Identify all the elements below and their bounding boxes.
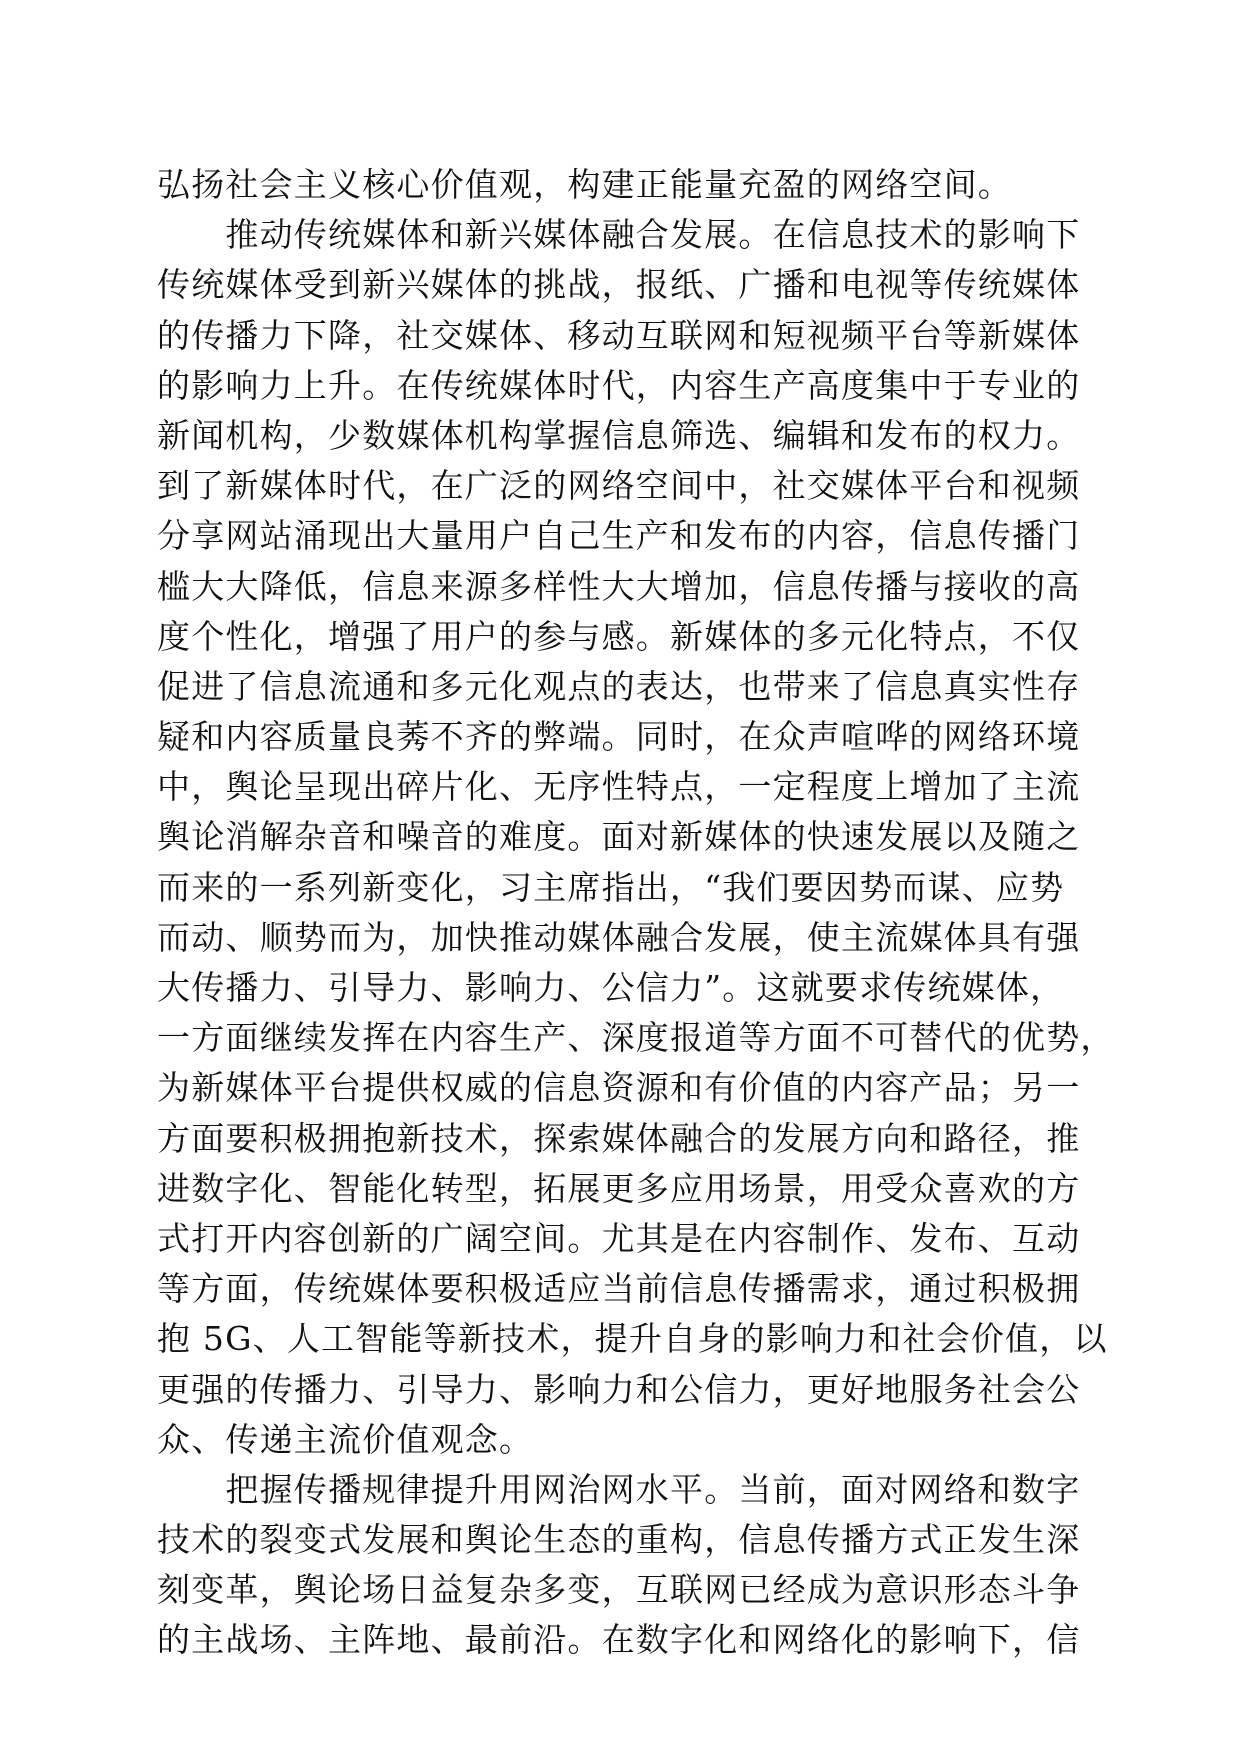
text-line-12: 疑和内容质量良莠不齐的弊端。同时，在众声喧哗的网络环境 [157, 717, 1081, 757]
text-line-10: 度个性化，增强了用户的参与感。新媒体的多元化特点，不仅 [157, 616, 1081, 656]
text-line-19: 为新媒体平台提供权威的信息资源和有价值的内容产品；另一 [157, 1068, 1081, 1108]
text-line-21: 进数字化、智能化转型，拓展更多应用场景，用受众喜欢的方 [157, 1168, 1081, 1208]
text-line-6: 新闻机构，少数媒体机构掌握信息筛选、编辑和发布的权力。 [157, 415, 1081, 455]
text-line-7: 到了新媒体时代，在广泛的网络空间中，社交媒体平台和视频 [157, 466, 1081, 506]
text-line-9: 槛大大降低，信息来源多样性大大增加，信息传播与接收的高 [157, 566, 1081, 606]
text-line-3: 传统媒体受到新兴媒体的挑战，报纸、广播和电视等传统媒体 [157, 265, 1081, 305]
text-line-8: 分享网站涌现出大量用户自己生产和发布的内容，信息传播门 [157, 516, 1081, 556]
text-line-14: 舆论消解杂音和噪音的难度。面对新媒体的快速发展以及随之 [157, 817, 1081, 857]
text-line-26: 众、传递主流价值观念。 [157, 1419, 534, 1459]
text-line-18: 一方面继续发挥在内容生产、深度报道等方面不可替代的优势， [157, 1018, 1115, 1058]
text-line-16: 而动、顺势而为，加快推动媒体融合发展，使主流媒体具有强 [157, 917, 1081, 957]
text-line-23: 等方面，传统媒体要积极适应当前信息传播需求，通过积极拥 [157, 1269, 1081, 1309]
text-line-27: 把握传播规律提升用网治网水平。当前，面对网络和数字 [157, 1469, 1081, 1509]
text-line-11: 促进了信息流通和多元化观点的表达，也带来了信息真实性存 [157, 666, 1081, 706]
text-line-4: 的传播力下降，社交媒体、移动互联网和短视频平台等新媒体 [157, 315, 1081, 355]
text-line-2: 推动传统媒体和新兴媒体融合发展。在信息技术的影响下 [157, 215, 1081, 255]
text-line-22: 式打开内容创新的广阔空间。尤其是在内容制作、发布、互动 [157, 1218, 1081, 1258]
text-line-25: 更强的传播力、引导力、影响力和公信力，更好地服务社会公 [157, 1369, 1081, 1409]
text-line-24: 抱 5G、人工智能等新技术，提升自身的影响力和社会价值，以 [157, 1319, 1108, 1359]
text-line-17: 大传播力、引导力、影响力、公信力”。这就要求传统媒体， [157, 968, 1065, 1007]
text-line-15: 而来的一系列新变化，习主席指出，“我们要因势而谋、应势 [157, 867, 1065, 907]
text-line-29: 刻变革，舆论场日益复杂多变，互联网已经成为意识形态斗争 [157, 1570, 1081, 1610]
text-line-30: 的主战场、主阵地、最前沿。在数字化和网络化的影响下，信 [157, 1620, 1081, 1660]
text-line-20: 方面要积极拥抱新技术，探索媒体融合的发展方向和路径，推 [157, 1118, 1081, 1158]
body-text [157, 160, 1115, 1666]
text-line-13: 中，舆论呈现出碎片化、无序性特点，一定程度上增加了主流 [157, 767, 1081, 807]
text-line-5: 的影响力上升。在传统媒体时代，内容生产高度集中于专业的 [157, 365, 1081, 405]
text-line-1: 弘扬社会主义核心价值观，构建正能量充盈的网络空间。 [157, 165, 1012, 204]
text-line-28: 技术的裂变式发展和舆论生态的重构，信息传播方式正发生深 [157, 1520, 1081, 1560]
